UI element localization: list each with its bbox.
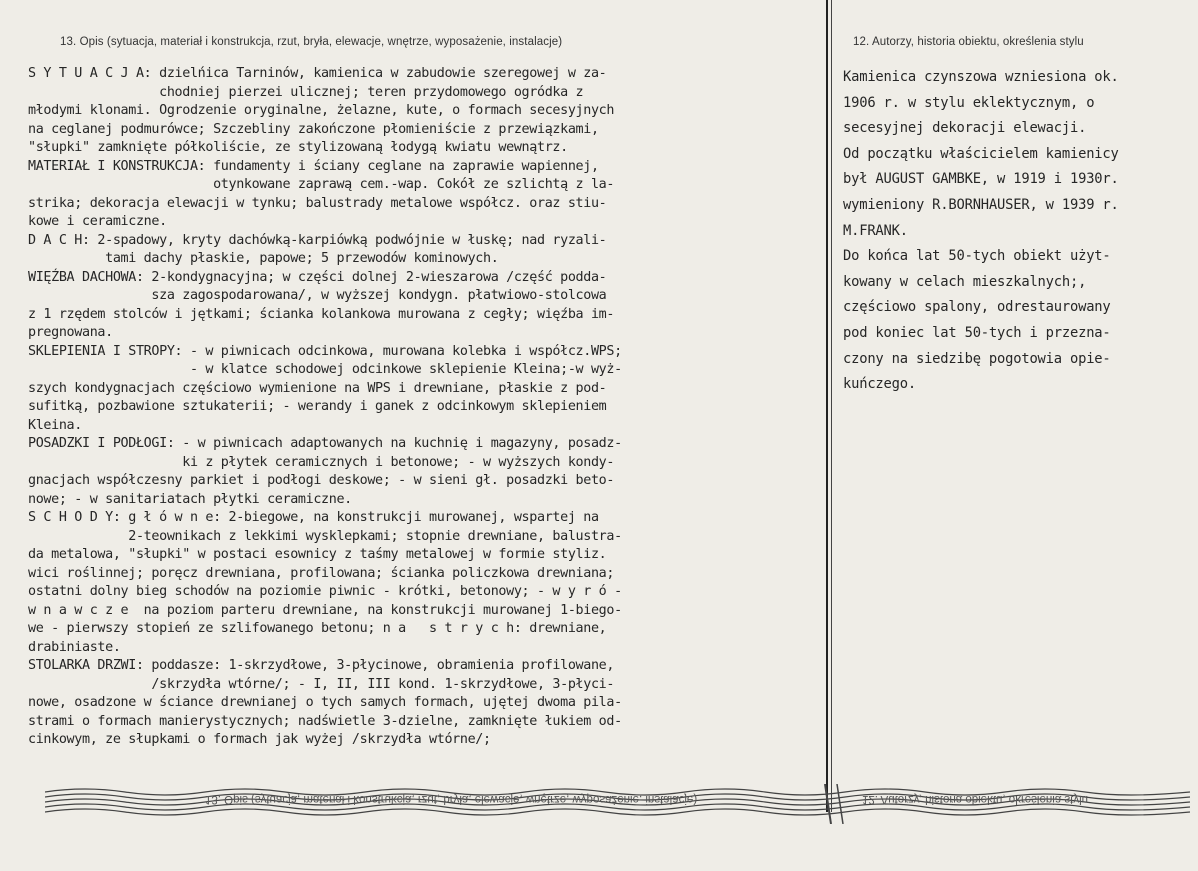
history-text-line: pod koniec lat 50-tych i przezna- (843, 324, 1111, 341)
description-text-line: sza zagospodarowana/, w wyższej kondygn. płatwiowo-stolcowa (28, 288, 607, 303)
description-text-line: chodniej pierzei ulicznej; teren przydomowego ogródka z (28, 84, 584, 100)
history-text-line: Kamienica czynszowa wzniesiona ok. (843, 69, 1119, 85)
description-text-line: wici roślinnej; poręcz drewniana, profilowana; ścianka policzkowa drewniana; (28, 565, 615, 581)
description-text-line: - w klatce schodowej odcinkowe sklepienie Kleina;-w wyż- (28, 362, 622, 377)
description-text-line: we - pierwszy stopień ze szlifowanego betonu; n a s t r y c h: drewniane, (28, 621, 607, 636)
description-text-line: otynkowane zaprawą cem.-wap. Cokół ze szlichtą z la- (28, 177, 615, 192)
description-text-line: w n a w c z e na poziom parteru drewniane, na konstrukcji murowanej 1-biego- (28, 602, 622, 618)
description-text-line: ostatni dolny bieg schodów na poziomie piwnic - krótki, betonowy; - w y r ó - (28, 584, 622, 599)
history-text-line: Od początku właścicielem kamienicy (843, 145, 1119, 162)
description-text-line: nowe; - w sanitariatach płytki ceramiczne. (28, 491, 352, 507)
description-text-line: Kleina. (28, 417, 82, 433)
history-text-line: Do końca lat 50-tych obiekt użyt- (843, 248, 1111, 265)
description-text-line: nowe, osadzone w ściance drewnianej o tych samych formach, ujętej dwoma pila- (28, 695, 622, 710)
history-text-line: wymieniony R.BORNHAUSER, w 1939 r. (843, 196, 1119, 213)
mirrored-description-header: 13. Opis (sytuacja, materiał i konstrukcja, rzut, bryła, elewacje, wnętrze, wyposażenie, instalacje) (205, 793, 698, 805)
description-text-line: "słupki" zamknięte półkoliście, ze stylizowaną łodygą kwiatu wewnątrz. (28, 140, 568, 155)
history-text-line: czony na siedzibę pogotowia opie- (843, 350, 1111, 367)
description-text-line: 2-teownikach z lekkimi wysklepkami; stopnie drewniane, balustra- (28, 528, 622, 544)
description-text-line: strami o formach manierystycznych; nadświetle 3-dzielne, zamknięte łukiem od- (28, 713, 622, 729)
history-header: 12. Autorzy, historia obiektu, określenia stylu (853, 36, 1084, 48)
fold-band (0, 784, 1198, 824)
description-text-line: tami dachy płaskie, papowe; 5 przewodów kominowych. (28, 251, 499, 266)
history-text-line: był AUGUST GAMBKE, w 1919 i 1930r. (843, 171, 1119, 188)
history-section (843, 36, 1183, 456)
description-header: 13. Opis (sytuacja, materiał i konstrukcja, rzut, bryła, elewacje, wnętrze, wyposażenie, instalacje) (60, 36, 563, 48)
description-text-line: z 1 rzędem stolców i jętkami; ścianka kolankowa murowana z cegły; więźba im- (28, 306, 615, 322)
description-text-line: drabiniaste. (28, 639, 121, 655)
description-text-line: D A C H: 2-spadowy, kryty dachówką-karpiówką podwójnie w łuskę; nad ryzali- (28, 232, 607, 248)
description-text-line: szych kondygnacjach częściowo wymienione na WPS i drewniane, płaskie z pod- (28, 380, 607, 396)
description-text-line: /skrzydła wtórne/; - I, II, III kond. 1-skrzydłowe, 3-płyci- (28, 676, 615, 692)
description-text-line: sufitką, pozbawione sztukaterii; - werandy i ganek z odcinkowym sklepieniem (28, 399, 607, 414)
description-text-line: S Y T U A C J A: dzielńica Tarninów, kamienica w zabudowie szeregowej w za- (28, 66, 607, 81)
description-text-line: cinkowym, ze słupkami o formach jak wyżej /skrzydła wtórne/; (28, 732, 491, 747)
history-text (843, 65, 1183, 398)
description-text-line: młodymi klonami. Ogrodzenie oryginalne, żelazne, kute, o formach secesyjnych (28, 103, 615, 118)
description-section (28, 36, 820, 804)
description-text-line: STOLARKA DRZWI: poddasze: 1-skrzydłowe, 3-płycinowe, obramienia profilowane, (28, 658, 615, 673)
history-text-line: 1906 r. w stylu eklektycznym, o (843, 94, 1095, 111)
history-text-line: kowany w celach mieszkalnych;, (843, 273, 1087, 290)
description-text-line: na ceglanej podmurówce; Szczebliny zakończone płomieniście z przewiązkami, (28, 121, 599, 137)
description-text-line: MATERIAŁ I KONSTRUKCJA: fundamenty i ściany ceglane na zaprawie wapiennej, (28, 158, 599, 174)
history-text-line: częściowo spalony, odrestaurowany (843, 299, 1111, 316)
description-text (28, 65, 820, 750)
mirrored-history-header: 12. Autorzy, historia obiektu, określenia stylu (862, 793, 1089, 805)
description-text-line: gnacjach współczesny parkiet i podłogi deskowe; - w sieni gł. posadzki beto- (28, 473, 615, 488)
description-text-line: kowe i ceramiczne. (28, 214, 167, 229)
description-text-line: ki z płytek ceramicznych i betonowe; - w wyższych kondy- (28, 454, 615, 470)
description-text-line: da metalowa, "słupki" w postaci esownicy z taśmy metalowej w formie styliz. (28, 547, 607, 562)
history-text-line: M.FRANK. (843, 222, 908, 239)
column-divider (826, 0, 832, 812)
history-text-line: secesyjnej dekoracji elewacji. (843, 120, 1087, 137)
description-text-line: strika; dekoracja elewacji w tynku; balustrady metalowe współcz. oraz stiu- (28, 195, 607, 211)
history-text-line: kuńczego. (843, 376, 916, 393)
description-text-line: WIĘŹBA DACHOWA: 2-kondygnacyjna; w części dolnej 2-wieszarowa /część podda- (28, 269, 607, 285)
description-text-line: POSADZKI I PODŁOGI: - w piwnicach adaptowanych na kuchnię i magazyny, posadz- (28, 436, 622, 451)
description-text-line: S C H O D Y: g ł ó w n e: 2-biegowe, na konstrukcji murowanej, wspartej na (28, 510, 599, 525)
description-text-line: SKLEPIENIA I STROPY: - w piwnicach odcinkowa, murowana kolebka i współcz.WPS; (28, 343, 622, 359)
description-text-line: pregnowana. (28, 325, 113, 340)
